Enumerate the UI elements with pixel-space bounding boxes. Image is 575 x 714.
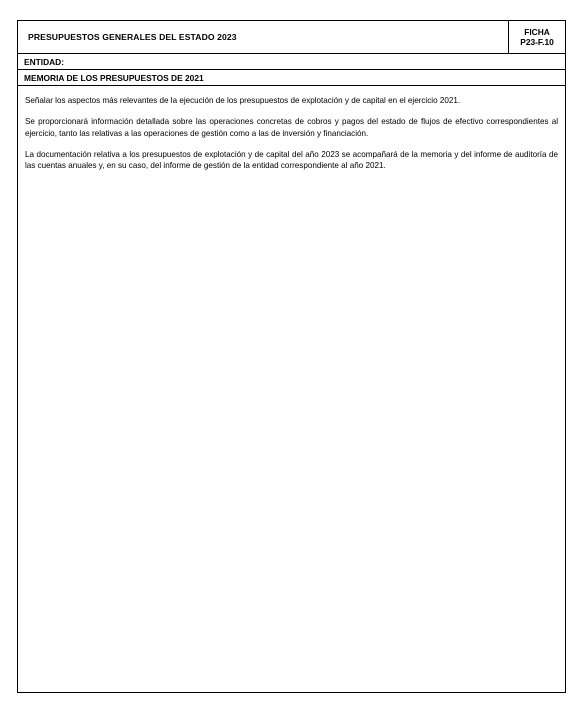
ficha-box bbox=[509, 21, 565, 53]
section-title: MEMORIA DE LOS PRESUPUESTOS DE 2021 bbox=[24, 72, 204, 83]
entity-label: ENTIDAD: bbox=[24, 56, 65, 67]
memo-content bbox=[18, 86, 565, 171]
form-header bbox=[18, 21, 565, 54]
ficha-code: P23-F.10 bbox=[520, 37, 554, 47]
section-title-row bbox=[18, 70, 565, 86]
entity-row bbox=[18, 54, 565, 70]
ficha-label: FICHA bbox=[524, 27, 550, 37]
paragraph: Señalar los aspectos más relevantes de la ejecución de los presupuestos de explotación y de capital en el ejercicio 2021. bbox=[25, 96, 461, 105]
paragraph: La documentación relativa a los presupuestos de explotación y de capital del año 2023 se acompañará de la memoria y del informe de auditoría de las cuentas anuales y, en su caso, del informe de gestión de la entidad correspondiente al año 2021. bbox=[25, 149, 558, 171]
budget-form bbox=[17, 20, 566, 693]
paragraph: Se proporcionará información detallada sobre las operaciones concretas de cobros y pagos del estado de flujos de efectivo correspondientes al ejercicio, tanto las relativas a las operaciones de gestión como a las de inversión y financiación. bbox=[25, 117, 558, 138]
document-title: PRESUPUESTOS GENERALES DEL ESTADO 2023 bbox=[18, 21, 509, 53]
